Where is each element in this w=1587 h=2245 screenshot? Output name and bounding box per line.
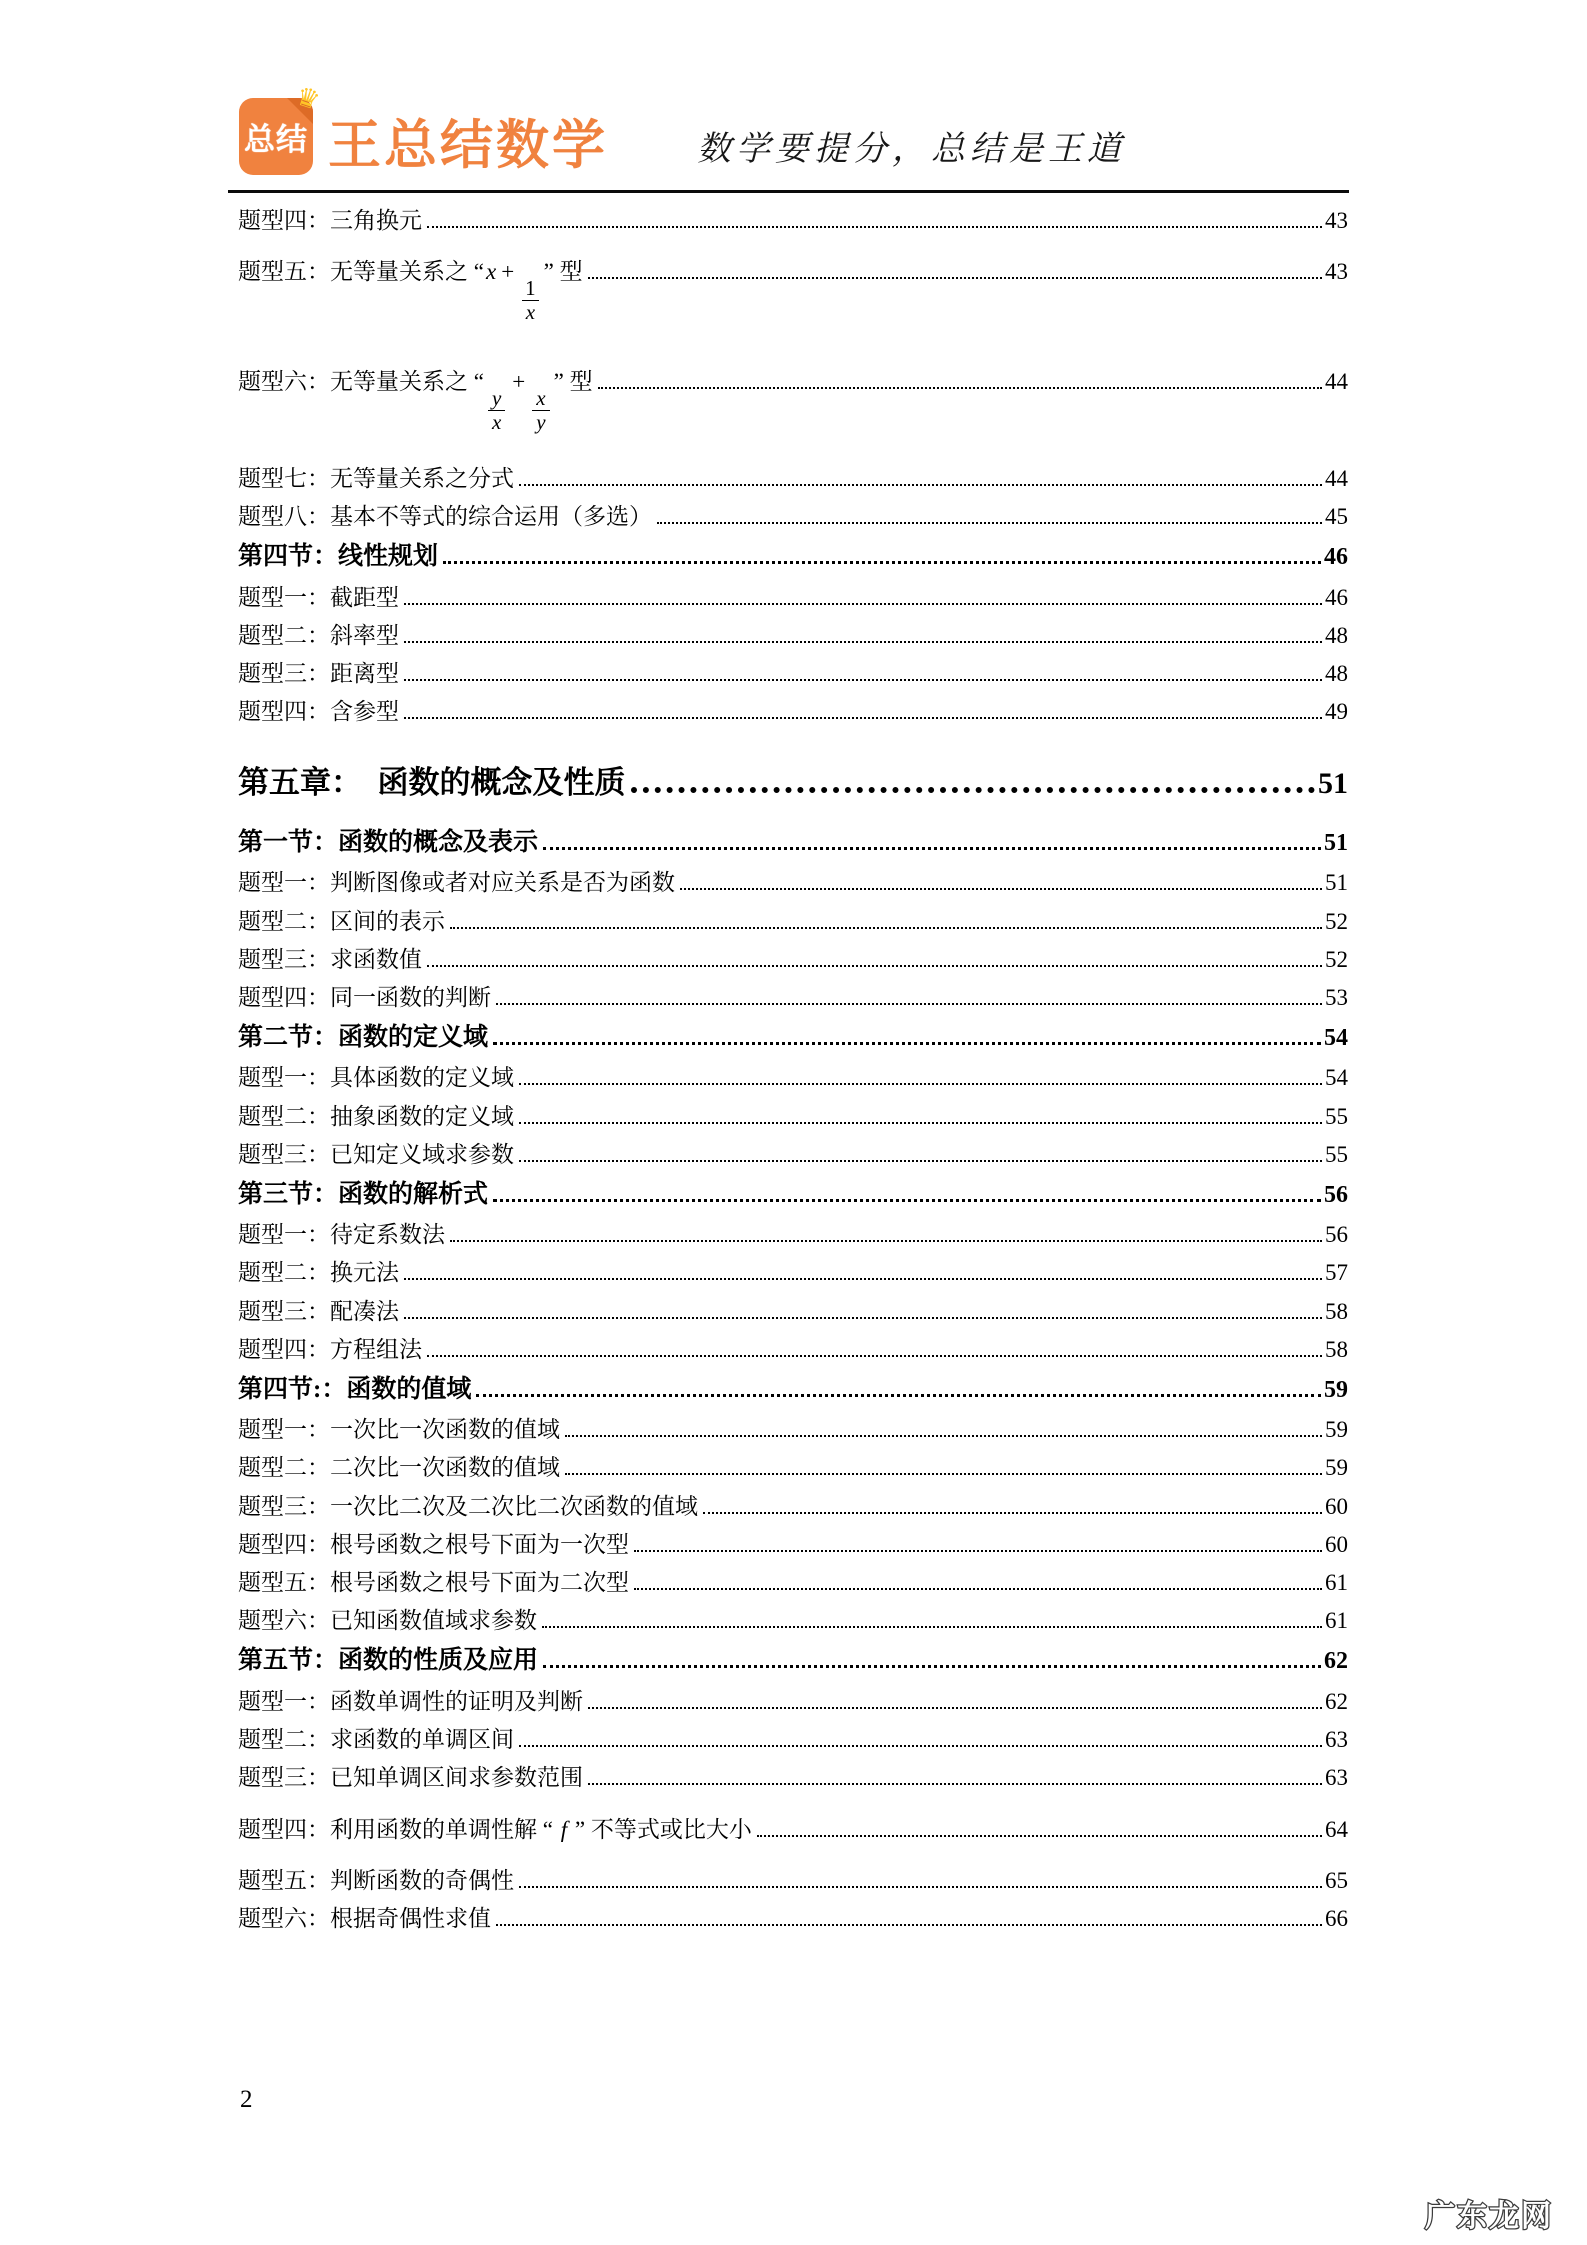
toc-page-number: 51: [1318, 767, 1348, 801]
header-divider: [228, 190, 1349, 193]
dot-leader: [588, 277, 1322, 279]
toc-page-number: 56: [1325, 1222, 1348, 1248]
toc-entry-label: 第三节：函数的解析式: [238, 1180, 489, 1208]
toc-entry-label: 题型三：距离型: [238, 661, 399, 687]
dot-leader: [657, 522, 1322, 524]
toc-entry-label: 题型一：具体函数的定义域: [238, 1065, 514, 1091]
toc-entry[interactable]: [238, 202, 1348, 240]
toc-page-number: 63: [1325, 1726, 1348, 1752]
toc-entry[interactable]: [238, 1526, 1348, 1564]
toc-entry-label: 第五节：函数的性质及应用: [238, 1647, 539, 1675]
dot-leader: [404, 1317, 1322, 1319]
logo-badge-text: 总结: [244, 122, 308, 157]
toc-entry-label: 题型三：求函数值: [238, 946, 422, 972]
dot-leader: [598, 387, 1322, 389]
toc-page-number: 66: [1325, 1906, 1348, 1932]
toc-list: [238, 202, 1348, 1938]
toc-entry-label: 题型五：无等量关系之 “x + $\frac{1}{x}$ ” 型: [238, 259, 583, 325]
dot-leader: [519, 1083, 1322, 1085]
toc-entry-label: 题型二：抽象函数的定义域: [238, 1103, 514, 1129]
toc-page-number: 45: [1325, 504, 1348, 530]
dot-leader: [543, 847, 1321, 850]
toc-entry-label: 题型一：待定系数法: [238, 1222, 445, 1248]
toc-entry-label: 题型一：一次比一次函数的值域: [238, 1417, 560, 1443]
toc-page-number: 46: [1325, 584, 1348, 610]
dot-leader: [427, 226, 1322, 228]
dot-leader: [519, 1160, 1322, 1162]
toc-entry[interactable]: [238, 1602, 1348, 1640]
toc-entry[interactable]: [238, 350, 1348, 460]
dot-leader: [703, 1512, 1322, 1514]
toc-entry[interactable]: [238, 240, 1348, 350]
dot-leader: [542, 1626, 1322, 1628]
brand-name: 王总结数学: [328, 116, 608, 175]
toc-entry-label: 题型五：根号函数之根号下面为二次型: [238, 1569, 629, 1595]
toc-page-number: 54: [1324, 1024, 1348, 1051]
dot-leader: [404, 641, 1322, 643]
dot-leader: [519, 484, 1322, 486]
toc-entry-label: 题型二：斜率型: [238, 623, 399, 648]
toc-page-number: 60: [1325, 1493, 1348, 1519]
toc-entry-label: 题型三：一次比二次及二次比二次函数的值域: [238, 1493, 698, 1519]
fraction: $\frac{y}{x}$: [488, 387, 505, 434]
toc-page-number: 63: [1325, 1764, 1348, 1790]
dot-leader: [519, 1745, 1322, 1747]
dot-leader: [427, 1355, 1322, 1357]
toc-entry[interactable]: [238, 617, 1348, 655]
toc-page-number: 44: [1325, 369, 1348, 395]
toc-entry[interactable]: [238, 498, 1348, 536]
toc-entry-label: 题型一：函数单调性的证明及判断: [238, 1688, 583, 1714]
toc-entry[interactable]: [238, 1216, 1348, 1254]
toc-page-number: 56: [1324, 1181, 1348, 1208]
dot-leader: [588, 1783, 1322, 1785]
dot-leader: [680, 888, 1322, 890]
dot-leader: [404, 1278, 1322, 1280]
toc-entry-label: 题型七：无等量关系之分式: [238, 466, 514, 492]
toc-entry[interactable]: [238, 1254, 1348, 1292]
toc-entry-label: 题型六：已知函数值域求参数: [238, 1607, 537, 1633]
toc-page-number: 59: [1325, 1417, 1348, 1443]
dot-leader: [450, 1240, 1322, 1242]
toc-entry-label: 题型四：含参型: [238, 699, 399, 725]
toc-entry[interactable]: [238, 1059, 1348, 1097]
crown-icon: ♛: [291, 81, 324, 117]
toc-page-number: 55: [1325, 1141, 1348, 1167]
toc-entry-label: 题型四：利用函数的单调性解 “ f ” 不等式或比大小: [238, 1816, 752, 1842]
toc-page-number: 48: [1325, 623, 1348, 648]
toc-entry-label: 题型二：二次比一次函数的值域: [238, 1455, 560, 1481]
dot-leader: [496, 1003, 1322, 1005]
dot-leader: [543, 1665, 1321, 1668]
toc-page-number: 53: [1325, 984, 1348, 1010]
dot-leader: [588, 1707, 1322, 1709]
toc-entry[interactable]: [238, 655, 1348, 693]
toc-page-number: 59: [1325, 1455, 1348, 1481]
toc-entry-label: 题型六：无等量关系之 “ $\frac{y}{x}$ + $\frac{x}{y}$ ” 型: [238, 369, 593, 435]
toc-entry[interactable]: [238, 1683, 1348, 1721]
toc-entry-label: 题型四：根号函数之根号下面为一次型: [238, 1531, 629, 1557]
dot-leader: [404, 603, 1322, 605]
toc-entry-label: 题型三：已知单调区间求参数范围: [238, 1764, 583, 1790]
toc-entry-label: 题型八：基本不等式的综合运用（多选）: [238, 504, 652, 530]
toc-entry-label: 题型六：根据奇偶性求值: [238, 1906, 491, 1932]
toc-entry-label: 题型四：三角换元: [238, 208, 422, 233]
toc-entry-label: 第四节：线性规划: [238, 543, 439, 571]
page-number: 2: [240, 2086, 253, 2113]
toc-entry-label: 题型五：判断函数的奇偶性: [238, 1868, 514, 1894]
toc-entry-label: 第四节:：函数的值域: [238, 1375, 472, 1403]
dot-leader: [519, 1886, 1322, 1888]
toc-entry[interactable]: [238, 1900, 1348, 1938]
toc-entry[interactable]: [238, 1862, 1348, 1900]
toc-entry[interactable]: [238, 1640, 1348, 1683]
toc-entry-label: 题型二：换元法: [238, 1260, 399, 1286]
toc-entry[interactable]: [238, 1098, 1348, 1136]
toc-page-number: 62: [1324, 1648, 1348, 1675]
toc-page-number: 65: [1325, 1868, 1348, 1894]
fraction: $\frac{x}{y}$: [532, 387, 549, 434]
toc-page-number: 43: [1325, 259, 1348, 285]
dot-leader: [565, 1435, 1322, 1437]
toc-page-number: 60: [1325, 1531, 1348, 1557]
dot-leader: [634, 1588, 1322, 1590]
toc-entry-label: 题型四：方程组法: [238, 1336, 422, 1362]
toc-entry[interactable]: [238, 693, 1348, 731]
toc-entry[interactable]: [238, 460, 1348, 498]
brand-logo-badge: [239, 81, 324, 175]
toc-entry-label: 题型一：截距型: [238, 584, 399, 610]
toc-entry[interactable]: [238, 941, 1348, 979]
toc-page-number: 54: [1325, 1065, 1348, 1091]
toc-entry-label: 题型三：已知定义域求参数: [238, 1141, 514, 1167]
toc-entry-label: 题型三：配凑法: [238, 1298, 399, 1324]
toc-page-number: 46: [1324, 544, 1348, 571]
toc-entry[interactable]: [238, 903, 1348, 941]
dot-leader: [493, 1199, 1321, 1202]
watermark: 广东龙网: [1425, 2200, 1553, 2233]
toc-page-number: 59: [1324, 1376, 1348, 1403]
toc-entry[interactable]: [238, 579, 1348, 617]
dot-leader: [443, 561, 1321, 564]
toc-entry[interactable]: [238, 757, 1348, 810]
toc-page-number: 58: [1325, 1298, 1348, 1324]
dot-leader: [493, 1042, 1321, 1045]
brand-tagline: 数学要提分，总结是王道: [697, 131, 1126, 168]
toc-entry[interactable]: [238, 1369, 1348, 1412]
toc-page-number: 57: [1325, 1260, 1348, 1286]
dot-leader: [450, 927, 1322, 929]
toc-entry[interactable]: [238, 1174, 1348, 1217]
toc-entry-label: 题型四：同一函数的判断: [238, 984, 491, 1010]
toc-entry[interactable]: [238, 1721, 1348, 1759]
toc-page-number: 51: [1325, 870, 1348, 896]
toc-entry-label: 题型二：区间的表示: [238, 908, 445, 934]
toc-page-number: 61: [1325, 1569, 1348, 1595]
toc-entry[interactable]: [238, 536, 1348, 579]
dot-leader: [519, 1122, 1322, 1124]
toc-entry[interactable]: [238, 822, 1348, 865]
toc-page-number: 58: [1325, 1336, 1348, 1362]
toc-entry[interactable]: [238, 1411, 1348, 1449]
toc-entry[interactable]: [238, 1136, 1348, 1174]
dot-leader: [427, 965, 1322, 967]
toc-page-number: 44: [1325, 466, 1348, 492]
toc-page-number: 61: [1325, 1607, 1348, 1633]
dot-leader: [496, 1924, 1322, 1926]
toc-page-number: 55: [1325, 1103, 1348, 1129]
dot-leader: [476, 1394, 1321, 1397]
toc-entry[interactable]: [238, 1797, 1348, 1862]
toc-page-number: 52: [1325, 946, 1348, 972]
toc-entry[interactable]: [238, 1017, 1348, 1060]
toc-page-number: 43: [1325, 208, 1348, 233]
toc-page-number: 51: [1324, 829, 1348, 856]
dot-leader: [404, 717, 1322, 719]
toc-entry[interactable]: [238, 1331, 1348, 1369]
fraction: $\frac{1}{x}$: [521, 277, 540, 324]
toc-entry-label: 题型二：求函数的单调区间: [238, 1726, 514, 1752]
toc-entry[interactable]: [238, 1449, 1348, 1487]
dot-leader: [565, 1473, 1322, 1475]
dot-leader: [631, 787, 1316, 793]
dot-leader: [634, 1550, 1322, 1552]
dot-leader: [404, 679, 1322, 681]
toc-entry-label: 第二节：函数的定义域: [238, 1023, 489, 1051]
toc-entry[interactable]: [238, 1293, 1348, 1331]
toc-page-number: 52: [1325, 908, 1348, 934]
toc-entry[interactable]: [238, 1564, 1348, 1602]
toc-entry-label: 第一节：函数的概念及表示: [238, 828, 539, 856]
toc-page-number: 62: [1325, 1688, 1348, 1714]
toc-page-number: 64: [1325, 1816, 1348, 1842]
toc-page-number: 49: [1325, 699, 1348, 725]
toc-entry[interactable]: [238, 1759, 1348, 1797]
toc-entry[interactable]: [238, 979, 1348, 1017]
toc-page-number: 48: [1325, 661, 1348, 687]
toc-entry-label: 题型一：判断图像或者对应关系是否为函数: [238, 870, 675, 896]
dot-leader: [757, 1835, 1322, 1837]
toc-entry[interactable]: [238, 1488, 1348, 1526]
toc-entry[interactable]: [238, 864, 1348, 902]
toc-entry-label: 第五章： 函数的概念及性质: [238, 765, 626, 801]
